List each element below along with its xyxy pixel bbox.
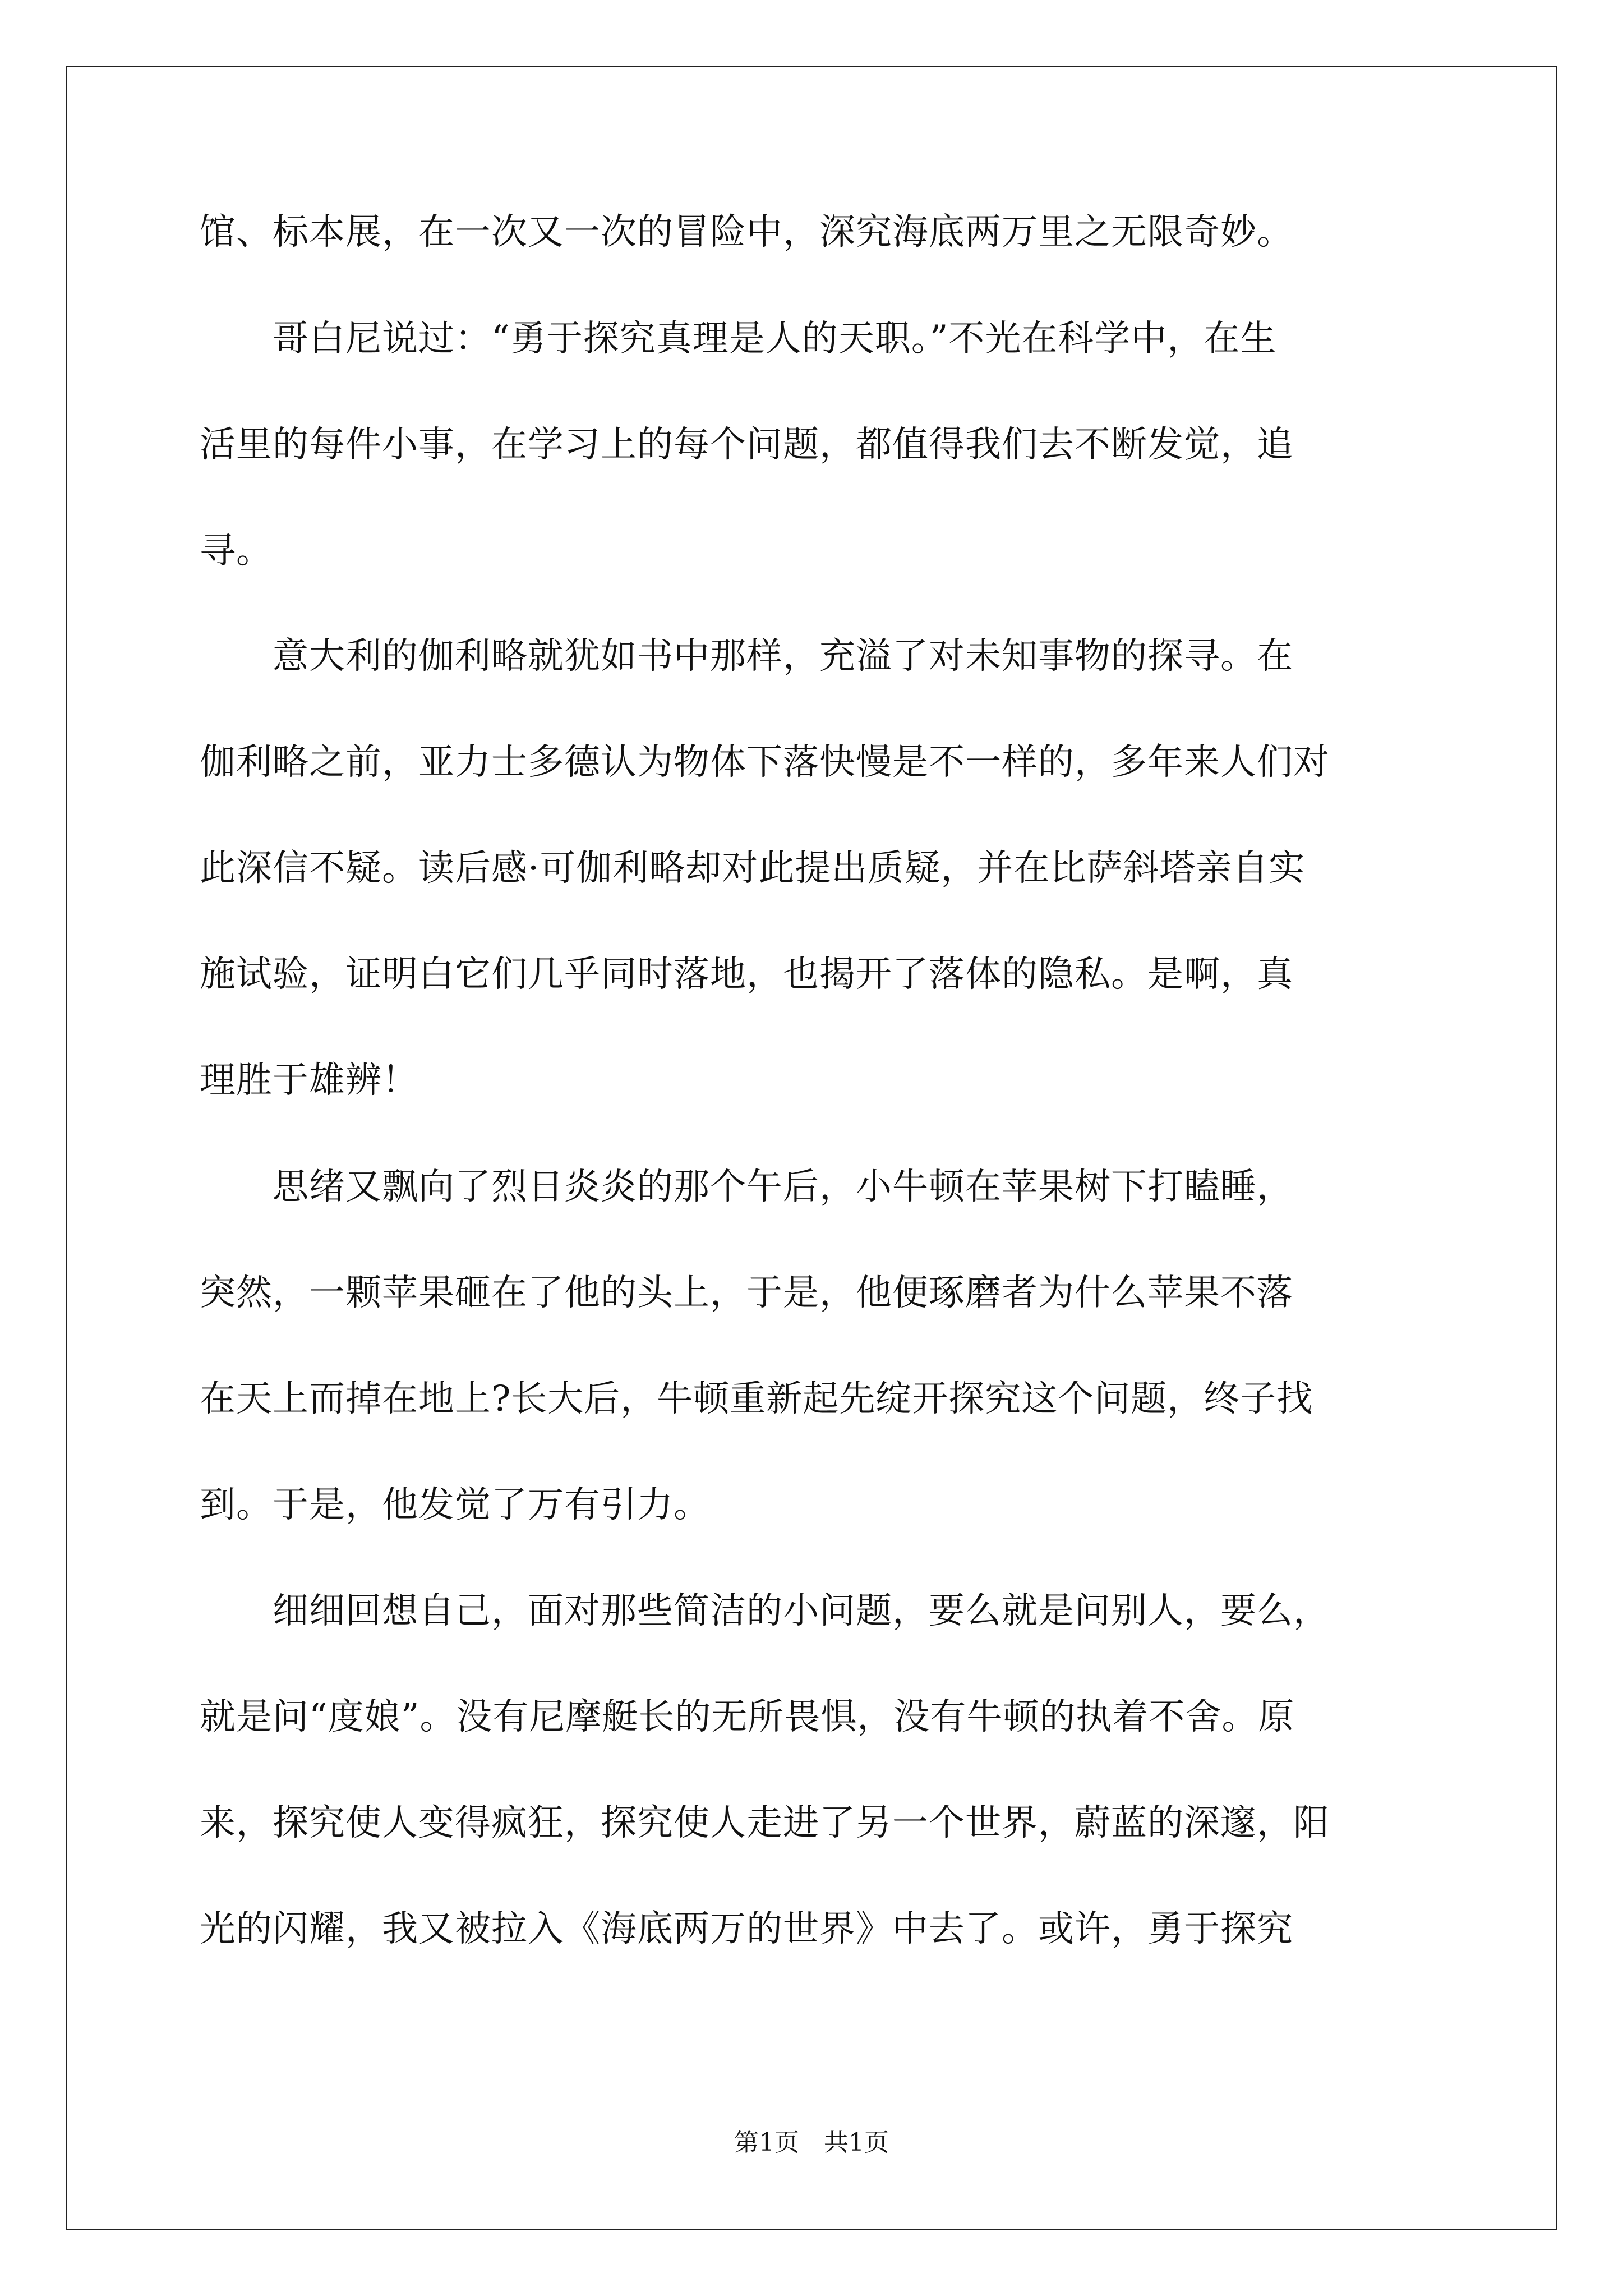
text-line: 到。于是，他发觉了万有引力。 bbox=[200, 1484, 710, 1526]
text-line: 理胜于雄辨！ bbox=[200, 1060, 418, 1101]
text-line: 在天上而掉在地上?长大后，牛顿重新起先绽开探究这个问题，终子找 bbox=[200, 1378, 1313, 1420]
text-line: 哥白尼说过：“勇于探究真理是人的天职。”不光在科学中，在生 bbox=[200, 318, 1277, 360]
text-line: 活里的每件小事，在学习上的每个问题，都值得我们去不断发觉，追 bbox=[200, 424, 1293, 466]
text-line: 就是问“度娘”。没有尼摩艇长的无所畏惧，没有牛顿的执着不舍。原 bbox=[200, 1696, 1295, 1738]
page-footer bbox=[0, 2126, 1623, 2160]
text-line: 馆、标本展，在一次又一次的冒险中，深究海底两万里之无限奇妙。 bbox=[200, 211, 1293, 253]
text-line: 细细回想自己，面对那些简洁的小问题，要么就是问别人，要么， bbox=[200, 1590, 1330, 1632]
text-line: 突然，一颗苹果砸在了他的头上，于是，他便琢磨者为什么苹果不落 bbox=[200, 1272, 1293, 1314]
text-line: 意大利的伽利略就犹如书中那样，充溢了对未知事物的探寻。在 bbox=[200, 636, 1293, 677]
text-line: 伽利略之前，亚力士多德认为物体下落快慢是不一样的，多年来人们对 bbox=[200, 742, 1330, 783]
text-line: 寻。 bbox=[200, 530, 273, 572]
page-number: 第1页 共1页 bbox=[734, 2128, 889, 2157]
text-line: 来，探究使人变得疯狂，探究使人走进了另一个世界，蔚蓝的深邃，阳 bbox=[200, 1802, 1330, 1844]
text-line: 光的闪耀，我又被拉入《海底两万的世界》中去了。或许，勇于探究 bbox=[200, 1908, 1293, 1950]
text-line: 施试验，证明白它们几乎同时落地，也揭开了落体的隐私。是啊，真 bbox=[200, 954, 1293, 995]
text-line: 此深信不疑。读后感·可伽利略却对此提出质疑，并在比萨斜塔亲自实 bbox=[200, 848, 1306, 889]
text-line: 思绪又飘向了烈日炎炎的那个午后，小牛顿在苹果树下打瞌睡， bbox=[200, 1166, 1293, 1208]
